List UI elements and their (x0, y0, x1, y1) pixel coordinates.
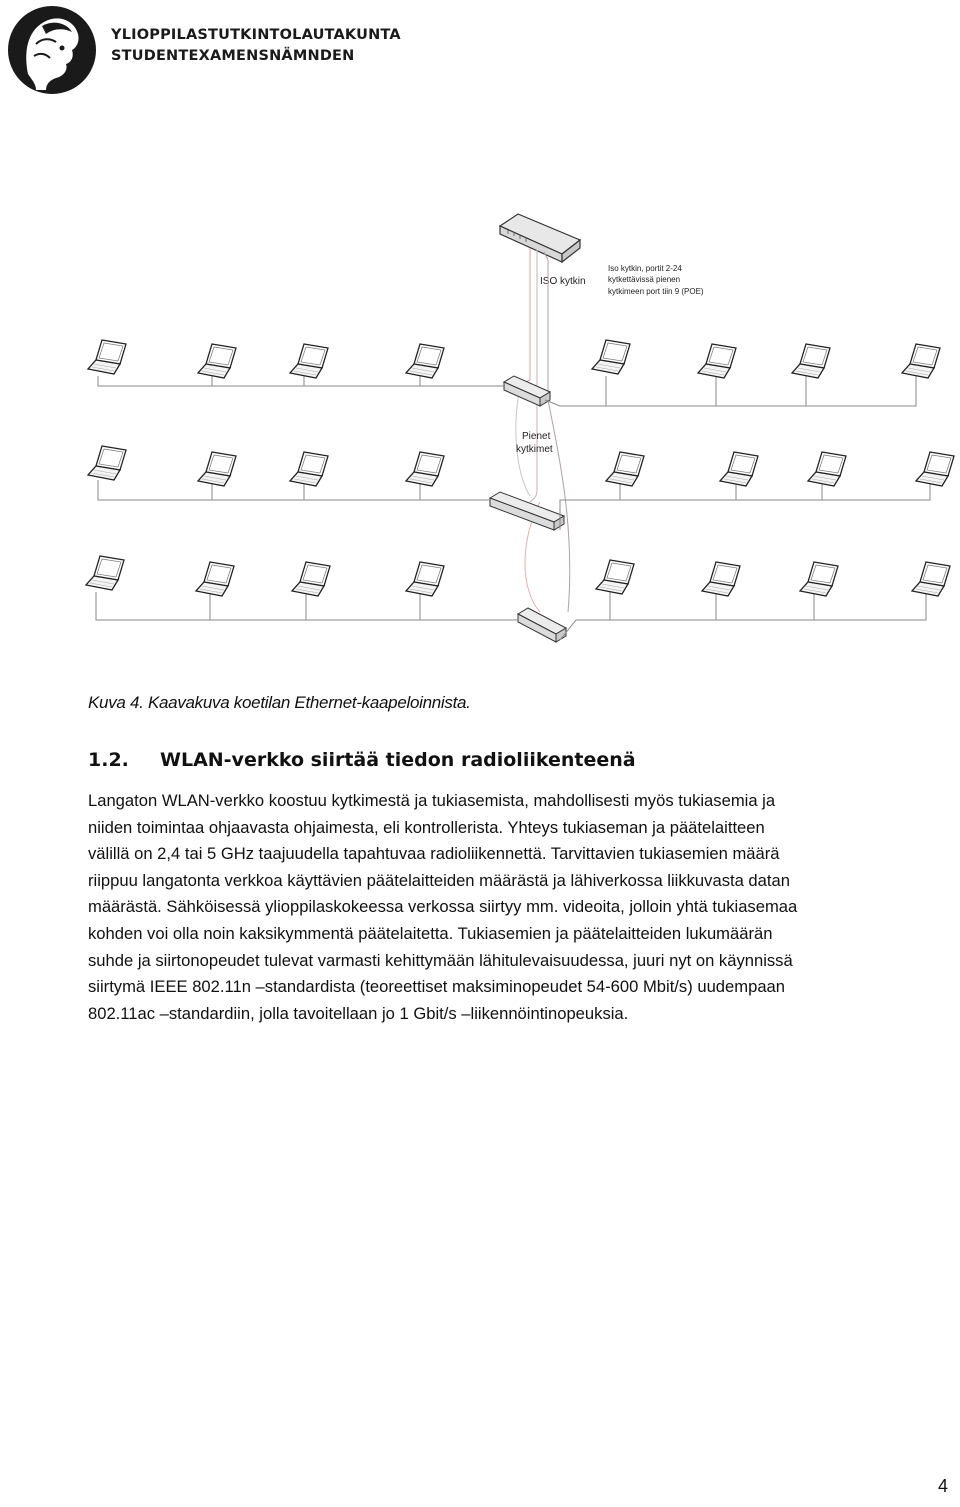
laptop-icon (916, 452, 954, 486)
body-line: määrästä. Sähköisessä ylioppilaskokeessa verkossa siirtyy mm. videoita, jolloin yhtä tukiasemaa (88, 897, 798, 917)
section-heading (88, 749, 636, 771)
network-diagram (0, 200, 960, 660)
laptop-icon (406, 562, 444, 596)
small-switches-label (516, 431, 553, 455)
body-line: kohden voi olla noin kaksikymmentä päätelaitetta. Tukiasemien ja päätelaitteiden lukumäärän (88, 923, 773, 943)
laptop-row-3 (86, 556, 950, 596)
laptop-icon (698, 344, 736, 378)
laptop-icon (406, 452, 444, 486)
big-switch-icon (500, 214, 580, 262)
section-title: WLAN-verkko siirtää tiedon radioliikenteenä (160, 749, 636, 771)
laptop-icon (592, 340, 630, 374)
body-line: niiden toimintaa ohjaavasta ohjaimesta, eli kontrollerista. Yhteys tukiaseman ja päätelaitteen (88, 817, 765, 837)
laptop-icon (808, 452, 846, 486)
small-switch-icon (504, 376, 550, 406)
laptop-icon (406, 344, 444, 378)
laptop-icon (88, 446, 126, 480)
laptop-icon (86, 556, 124, 590)
helmeted-head-logo-icon (6, 4, 98, 96)
laptop-icon (720, 452, 758, 486)
laptop-icon (290, 452, 328, 486)
laptop-icon (912, 562, 950, 596)
big-switch-note-line: kytkimeen port tiin 9 (POE) (608, 287, 704, 296)
laptop-icon (596, 560, 634, 594)
page-number: 4 (938, 1476, 949, 1496)
laptop-icon (702, 562, 740, 596)
laptop-icon (290, 344, 328, 378)
body-line: välillä on 2,4 tai 5 GHz taajuudella tapahtuvaa radioliikennettä. Tarvittavien tukiasemien määrä (88, 844, 780, 864)
body-line: Langaton WLAN-verkko koostuu kytkimestä ja tukiasemista, mahdollisesti myös tukiasemia ja (88, 791, 776, 810)
body-line: suhde ja siirtonopeudet tulevat varmasti kehittymään lähitulevaisuudessa, juuri nyt on käynnissä (88, 950, 793, 970)
body-line: riippuu langatonta verkkoa käyttävien päätelaitteiden määrästä ja lähiverkossa liikkuvasta datan (88, 870, 790, 890)
small-switches-label-line: kytkimet (516, 444, 553, 455)
small-switches-label-line: Pienet (522, 431, 551, 442)
big-switch-note (608, 264, 704, 296)
big-switch-label: ISO kytkin (540, 276, 586, 287)
big-switch-note-line: Iso kytkin, portit 2-24 (608, 264, 682, 273)
uplink-cables (516, 248, 570, 612)
laptop-icon (196, 562, 234, 596)
small-switch-icon (490, 492, 564, 530)
laptop-row-1 (88, 340, 940, 378)
laptop-icon (292, 562, 330, 596)
laptop-icon (198, 452, 236, 486)
body-line: 802.11ac –standardiin, jolla tavoitellaan jo 1 Gbit/s –liikennöintinopeuksia. (88, 1003, 629, 1023)
big-switch-note-line: kytkettävissä pienen (608, 275, 681, 284)
section-number: 1.2. (88, 749, 129, 771)
body-paragraph (88, 788, 960, 1027)
laptop-icon (792, 344, 830, 378)
figure-caption: Kuva 4. Kaavakuva koetilan Ethernet-kaapeloinnista. (88, 693, 471, 712)
org-name-line1: YLIOPPILASTUTKINTOLAUTAKUNTA (111, 27, 401, 43)
laptop-icon (902, 344, 940, 378)
org-name-line2: STUDENTEXAMENSNÄMNDEN (111, 48, 355, 64)
laptop-icon (800, 562, 838, 596)
laptop-icon (606, 452, 644, 486)
small-switch-icon (518, 608, 566, 642)
body-line: siirtymä IEEE 802.11n –standardista (teoreettiset maksiminopeudet 54-600 Mbit/s) uudempaan (88, 977, 786, 997)
laptop-icon (198, 344, 236, 378)
laptop-icon (88, 340, 126, 374)
